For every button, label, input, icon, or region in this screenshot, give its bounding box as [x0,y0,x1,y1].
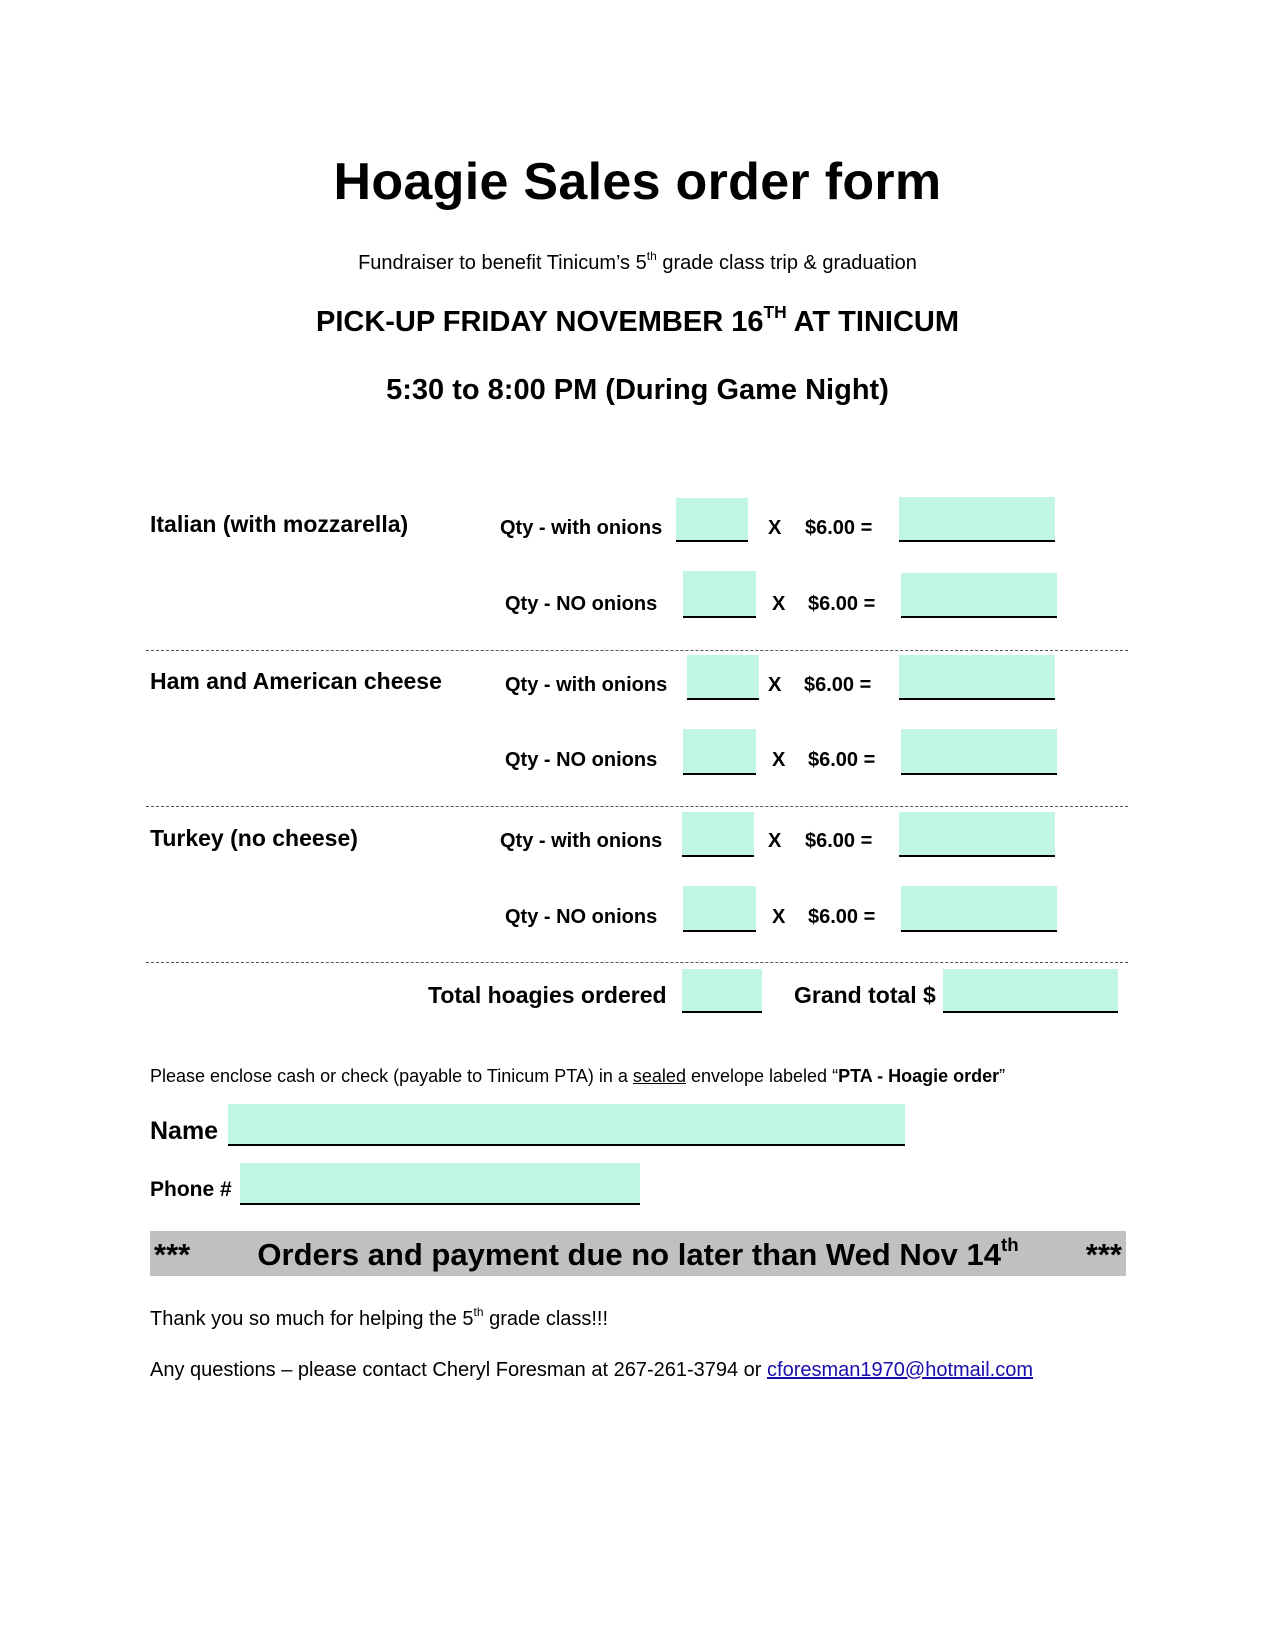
pickup-time: 5:30 to 8:00 PM (During Game Night) [386,374,889,406]
total-hoagies-label: Total hoagies ordered [428,982,667,1008]
questions-contact [150,1359,1033,1382]
qty-label: Qty - NO onions [505,593,658,615]
qty-input[interactable] [683,886,756,932]
qty-input[interactable] [683,729,756,775]
instructions-text: Please enclose cash or check (payable to Tinicum PTA) in a [150,1066,633,1086]
thank-you-note [150,1305,609,1331]
deadline-sup: th [1001,1233,1019,1255]
line-total-input[interactable] [899,497,1055,542]
phone-input[interactable] [240,1163,640,1205]
questions-text: Any questions – please contact Cheryl Foresman at 267-261-3794 or [150,1359,768,1381]
qty-input[interactable] [682,812,754,857]
stars-right: *** [1085,1236,1122,1272]
unit-price: $6.00 = [805,830,873,852]
thanks-text: Thank you so much for helping the 5 [150,1308,474,1330]
line-total-input[interactable] [901,729,1057,775]
pickup-text-end: AT TINICUM [786,306,959,338]
subtitle-text: Fundraiser to benefit Tinicum’s 5 [358,252,647,274]
phone-label: Phone # [150,1178,232,1201]
subtitle-sup: th [646,249,657,263]
pickup-sup: TH [763,301,787,322]
thanks-sup: th [473,1305,484,1319]
line-total-input[interactable] [901,573,1057,618]
unit-price: $6.00 = [808,749,876,771]
subtitle [0,249,1275,275]
item-name-ham: Ham and American cheese [150,668,442,694]
qty-label: Qty - NO onions [505,906,658,928]
times-sign: X [768,830,782,852]
unit-price: $6.00 = [808,906,876,928]
qty-label: Qty - with onions [505,674,668,696]
stars-left: *** [154,1236,191,1272]
line-total-input[interactable] [899,812,1055,857]
name-input[interactable] [228,1104,905,1146]
deadline-message [257,1233,1019,1273]
times-sign: X [768,517,782,539]
deadline-banner [150,1232,1126,1277]
line-total-input[interactable] [899,655,1055,700]
qty-input[interactable] [676,498,748,542]
section-divider [146,962,1128,963]
instructions-text-end: ” [999,1066,1006,1086]
pickup-text: PICK-UP FRIDAY NOVEMBER 16 [315,306,764,338]
instructions-bold: PTA - Hoagie order [838,1066,1000,1086]
times-sign: X [768,674,782,696]
times-sign: X [772,593,786,615]
times-sign: X [772,906,786,928]
email-link[interactable]: cforesman1970@hotmail.com [767,1359,1034,1381]
instructions-underlined: sealed [632,1066,686,1086]
qty-label: Qty - NO onions [505,749,658,771]
line-total-input[interactable] [901,886,1057,932]
item-name-italian: Italian (with mozzarella) [150,511,409,537]
item-name-turkey: Turkey (no cheese) [150,825,358,851]
qty-input[interactable] [683,571,756,618]
qty-label: Qty - with onions [500,517,663,539]
pickup-heading [0,301,1275,339]
grand-total-input[interactable] [943,969,1118,1013]
section-divider [146,650,1128,651]
thanks-text-end: grade class!!! [483,1308,609,1330]
grand-total-label: Grand total $ [794,982,936,1008]
form-title: Hoagie Sales order form [333,153,942,211]
payment-instructions [150,1066,1005,1087]
times-sign: X [772,749,786,771]
deadline-text: Orders and payment due no later than Wed Nov 14 [257,1236,1002,1272]
qty-label: Qty - with onions [500,830,663,852]
qty-input[interactable] [687,655,759,700]
unit-price: $6.00 = [804,674,872,696]
section-divider [146,806,1128,807]
total-hoagies-input[interactable] [682,969,762,1013]
name-label: Name [150,1117,219,1145]
instructions-text-mid: envelope labeled “ [685,1066,839,1086]
subtitle-text-end: grade class trip & graduation [656,252,917,274]
unit-price: $6.00 = [805,517,873,539]
unit-price: $6.00 = [808,593,876,615]
